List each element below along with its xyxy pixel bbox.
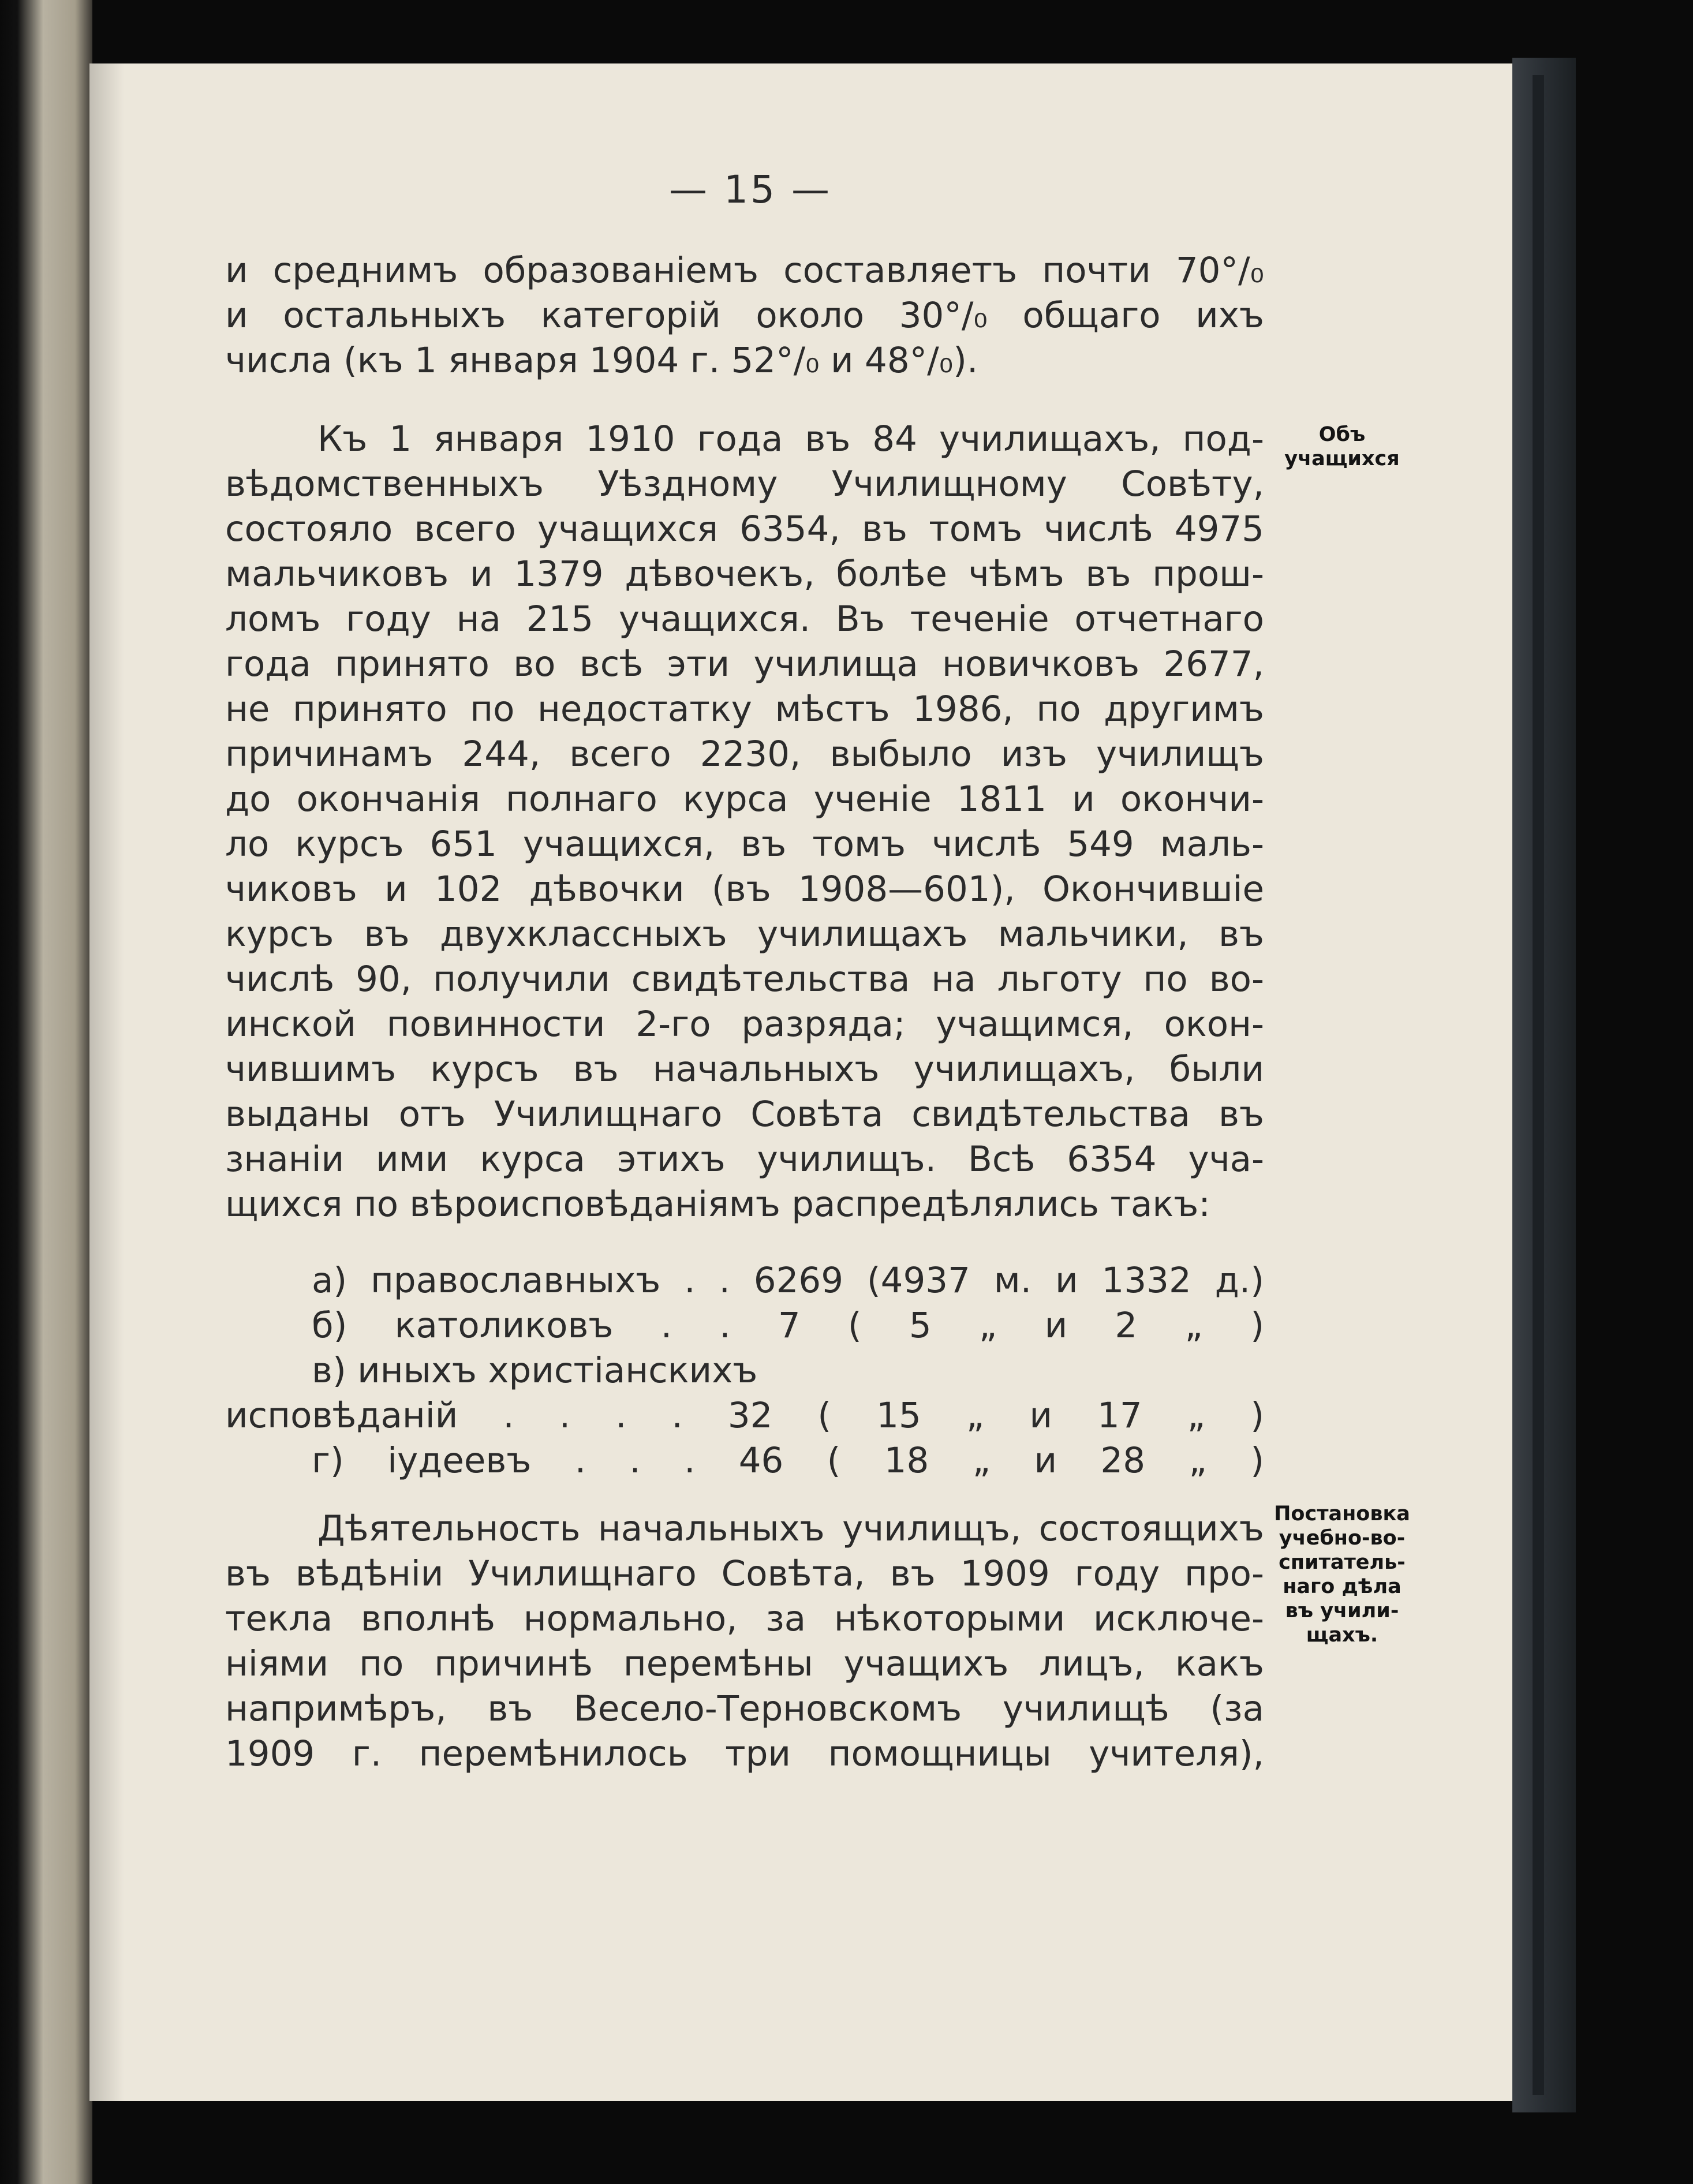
text-line: мальчиковъ и 1379 дѣвочекъ, болѣе чѣмъ въ прош- — [225, 554, 1264, 594]
text-line: въ вѣдѣніи Училищнаго Совѣта, въ 1909 году про- — [225, 1553, 1264, 1594]
left-page-edge — [0, 0, 92, 2184]
list-item: а) православныхъ . . 6269 (4937 м. и 1332 д.) — [312, 1260, 1264, 1301]
text-line: ло курсъ 651 учащихся, въ томъ числѣ 549 маль- — [225, 824, 1264, 865]
text-line: и среднимъ образованіемъ составляетъ почти 70°/₀ — [225, 250, 1264, 291]
margin-note-line: щахъ. — [1306, 1624, 1378, 1647]
text-line: чиковъ и 102 дѣвочки (въ 1908—601), Окончившіе — [225, 869, 1264, 910]
text-line: выданы отъ Училищнаго Совѣта свидѣтельства въ — [225, 1094, 1264, 1135]
text-line: состояло всего учащихся 6354, въ томъ числѣ 4975 — [225, 508, 1264, 549]
list-item: б) католиковъ . . 7 ( 5 „ и 2 „ ) — [312, 1305, 1264, 1346]
book-cover-inner — [1533, 75, 1544, 2095]
text-line: года принято во всѣ эти училища новичковъ 2677, — [225, 644, 1264, 685]
text-line: числа (къ 1 января 1904 г. 52°/₀ и 48°/₀). — [225, 340, 978, 381]
margin-note-line: наго дѣла — [1283, 1575, 1402, 1598]
list-item: в) иныхъ христіанскихъ — [312, 1350, 758, 1391]
list-item: исповѣданій . . . . 32 ( 15 „ и 17 „ ) — [225, 1395, 1264, 1436]
book-cover-edge — [1512, 58, 1576, 2112]
margin-note-line: въ учили- — [1285, 1599, 1399, 1622]
margin-note-students — [1279, 422, 1406, 471]
margin-note-line: спитатель- — [1279, 1551, 1406, 1574]
text-line: Дѣятельность начальныхъ училищъ, состоящихъ — [317, 1508, 1264, 1549]
text-line: числѣ 90, получили свидѣтельства на льготу по во- — [225, 959, 1264, 1000]
text-line: до окончанія полнаго курса ученіе 1811 и окончи- — [225, 779, 1264, 820]
text-line: ніями по причинѣ перемѣны учащихъ лицъ, какъ — [225, 1643, 1264, 1684]
margin-note-line: Постановка — [1274, 1502, 1410, 1525]
text-line: курсъ въ двухклассныхъ училищахъ мальчики, въ — [225, 914, 1264, 955]
margin-note-teaching — [1270, 1502, 1414, 1647]
text-line: текла вполнѣ нормально, за нѣкоторыми исключе- — [225, 1598, 1264, 1639]
margin-note-line: учебно-во- — [1279, 1527, 1406, 1550]
text-line: инской повинности 2-го разряда; учащимся, окон- — [225, 1004, 1264, 1045]
page-number: — 15 — — [669, 167, 832, 212]
margin-note-line: учащихся — [1284, 447, 1400, 470]
text-line: щихся по вѣроисповѣданіямъ распредѣлялись такъ: — [225, 1184, 1210, 1225]
text-line: не принято по недостатку мѣстъ 1986, по другимъ — [225, 689, 1264, 730]
text-line: причинамъ 244, всего 2230, выбыло изъ училищъ — [225, 734, 1264, 775]
text-line: 1909 г. перемѣнилось три помощницы учителя), — [225, 1733, 1264, 1774]
text-line: напримѣръ, въ Весело-Терновскомъ училищѣ (за — [225, 1688, 1264, 1729]
text-line: Къ 1 января 1910 года въ 84 училищахъ, под- — [317, 418, 1264, 459]
text-line: знаніи ими курса этихъ училищъ. Всѣ 6354 уча- — [225, 1139, 1264, 1180]
text-line: и остальныхъ категорій около 30°/₀ общаго ихъ — [225, 295, 1264, 336]
text-line: чившимъ курсъ въ начальныхъ училищахъ, были — [225, 1049, 1264, 1090]
margin-note-line: Объ — [1318, 423, 1366, 446]
text-line: ломъ году на 215 учащихся. Въ теченіе отчетнаго — [225, 599, 1264, 640]
text-line: вѣдомственныхъ Уѣздному Училищному Совѣту, — [225, 463, 1264, 504]
list-item: г) іудеевъ . . . 46 ( 18 „ и 28 „ ) — [312, 1440, 1264, 1481]
